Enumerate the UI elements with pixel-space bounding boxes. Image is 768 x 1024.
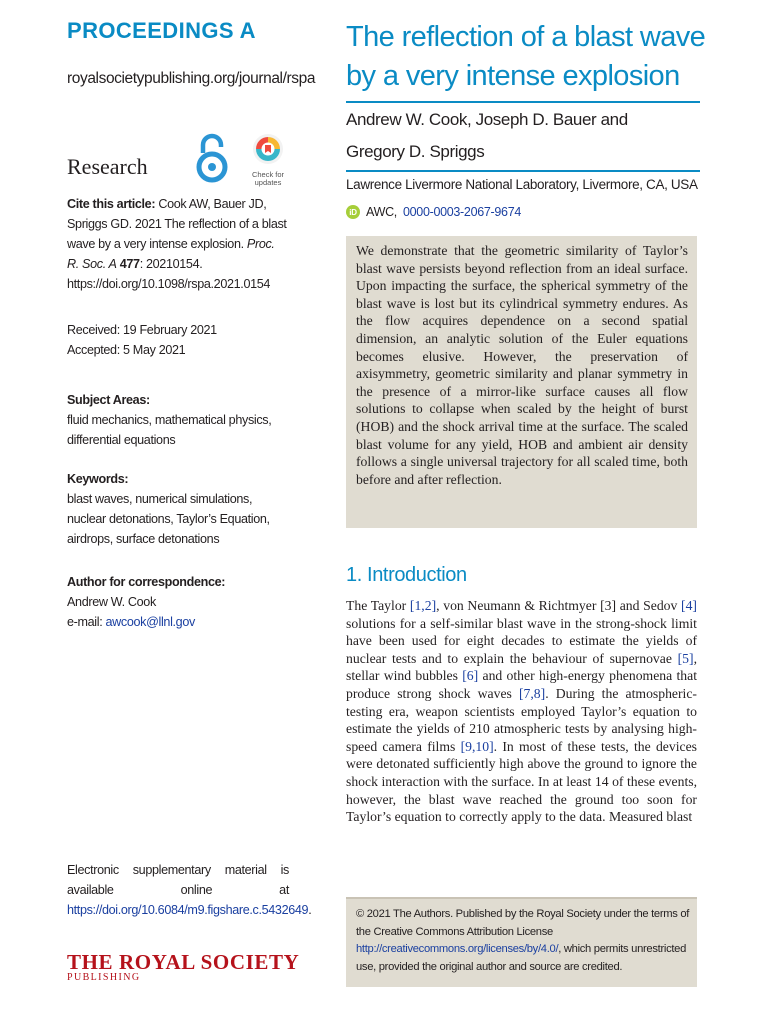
correspondence-name: Andrew W. Cook: [67, 595, 156, 609]
citation-text: Cook AW, Bauer JD, Spriggs GD. 2021 The reflection of a blast wave by a very intense explosion.: [67, 197, 287, 251]
publisher-subname: PUBLISHING: [67, 972, 141, 983]
intro-text-run: , von Neumann & Richtmyer [3] and Sedov: [436, 598, 682, 613]
supplementary-tail: .: [308, 903, 312, 917]
accepted-date: Accepted: 5 May 2021: [67, 343, 186, 357]
author-list: [346, 104, 700, 168]
citation-ref[interactable]: [6]: [462, 668, 479, 684]
paper-title: The reflection of a blast wave by a very intense explosion: [346, 21, 706, 92]
citation-volume: 477: [119, 257, 140, 271]
intro-paragraph: [346, 597, 697, 826]
license-tail: , which permits unrestricted use, provided the original author and source are credited.: [356, 943, 687, 973]
authors-line: Andrew W. Cook, Joseph D. Bauer and: [346, 110, 628, 129]
intro-text-run: , stellar wind bubbles: [346, 650, 697, 684]
citation-label: Cite this article:: [67, 197, 156, 211]
affiliation: Lawrence Livermore National Laboratory, Livermore, CA, USA: [346, 177, 698, 192]
citation-doi[interactable]: https://doi.org/10.1098/rspa.2021.0154: [67, 277, 271, 291]
orcid-icon: iD: [346, 205, 360, 219]
license-statement: © 2021 The Authors. Published by the Royal Society under the terms of the Creative Commons Attribution License: [356, 908, 690, 938]
received-date: Received: 19 February 2021: [67, 323, 217, 337]
email-label: e-mail:: [67, 615, 103, 629]
publisher-name: THE ROYAL SOCIETY: [67, 950, 300, 974]
citation-ref[interactable]: [5]: [677, 650, 694, 666]
supplementary-text: Electronic supplementary material is available online at: [67, 863, 289, 897]
supplementary-link[interactable]: https://doi.org/10.6084/m9.figshare.c.5432649: [67, 903, 309, 917]
supplementary-material: [67, 860, 312, 920]
authors-line: Gregory D. Spriggs: [346, 142, 485, 161]
license-text: [356, 906, 690, 976]
keywords-text: blast waves, numerical simulations, nuclear detonations, Taylor’s Equation, airdrops, surface detonations: [67, 492, 270, 546]
correspondence: [67, 572, 289, 632]
license-link[interactable]: http://creativecommons.org/licenses/by/4.0/: [356, 943, 559, 955]
orcid-link[interactable]: 0000-0003-2067-9674: [402, 205, 522, 219]
email-link[interactable]: awcook@llnl.gov: [105, 615, 195, 629]
open-access-icon: [195, 133, 229, 183]
orcid-initials: AWC,: [366, 205, 397, 219]
abstract-box: [346, 236, 697, 528]
journal-name: PROCEEDINGS A: [67, 18, 256, 43]
intro-text-run: The Taylor: [346, 598, 410, 613]
intro-text-run: . During the atmospheric-testing era, weapon scientists employed Taylor’s equation to estimate the yields of 210 atmospheric tests by analysing high-speed camera films: [346, 685, 697, 754]
journal-url[interactable]: royalsocietypublishing.org/journal/rspa: [67, 70, 316, 87]
subject-areas-label: Subject Areas:: [67, 393, 150, 407]
crossmark-icon: [244, 132, 292, 166]
abstract-text: We demonstrate that the geometric similarity of Taylor’s blast wave persists beyond reflection from an ideal surface. Upon impacting the surface, the spherical symmetry of the blast wave is lost but its cylindrical symmetry endures. As the flow acquires dependence on a second spatial dimension, an analytic solution of the Euler equations becomes elusive. However, the preservation of axisymmetry, geometric similarity and planar symmetry in the presence of a mirror-like surface causes all flow solutions to collapse when scaled by the height of burst (HOB) and the shock arrival time at the surface. The scaled blast volume for any yield, HOB and ambient air density follows a single universal trajectory for all scaled time, both before and after reflection.: [356, 243, 688, 487]
authors-divider: [346, 170, 700, 172]
citation-ref[interactable]: [7,8]: [518, 685, 546, 701]
section-heading: 1. Introduction: [346, 564, 467, 586]
royal-society-logo: [67, 950, 307, 983]
correspondence-label: Author for correspondence:: [67, 575, 226, 589]
check-updates-label: Check for: [251, 170, 285, 179]
intro-text-run: . In most of these tests, the devices were detonated sufficiently high above the ground to ignore the shock interaction with the surface. In at least 14 of these events, however, the blast wave reached the ground too soon for Taylor’s equation to correctly apply to the data. Measured blast: [346, 738, 697, 825]
citation-ref[interactable]: [4]: [681, 598, 697, 613]
dates-block: [67, 320, 289, 360]
keywords: [67, 469, 289, 549]
intro-text-run: and other high-energy phenomena that produce strong shock waves: [346, 668, 698, 701]
citation-ref[interactable]: [9,10]: [460, 738, 494, 754]
citation-block: [67, 194, 289, 294]
license-box: [346, 897, 697, 987]
citation-ref[interactable]: [1,2]: [409, 598, 437, 613]
keywords-label: Keywords:: [67, 472, 129, 486]
citation-journal: Proc. R. Soc. A: [67, 237, 275, 271]
section-label: Research: [67, 154, 148, 179]
citation-article-number: : 20210154.: [139, 257, 203, 271]
intro-text-run: solutions for a self-similar blast wave in the strong-shock limit have been used for eight decades to estimate the yields of nuclear tests and to explain the behaviour of supernovae: [346, 615, 697, 666]
title-divider: [346, 101, 700, 103]
check-for-updates-icon[interactable]: [244, 132, 292, 186]
orcid-row: [346, 205, 521, 219]
subject-areas-text: fluid mechanics, mathematical physics, differential equations: [67, 413, 272, 447]
subject-areas: [67, 390, 289, 450]
check-updates-label: updates: [254, 178, 282, 187]
